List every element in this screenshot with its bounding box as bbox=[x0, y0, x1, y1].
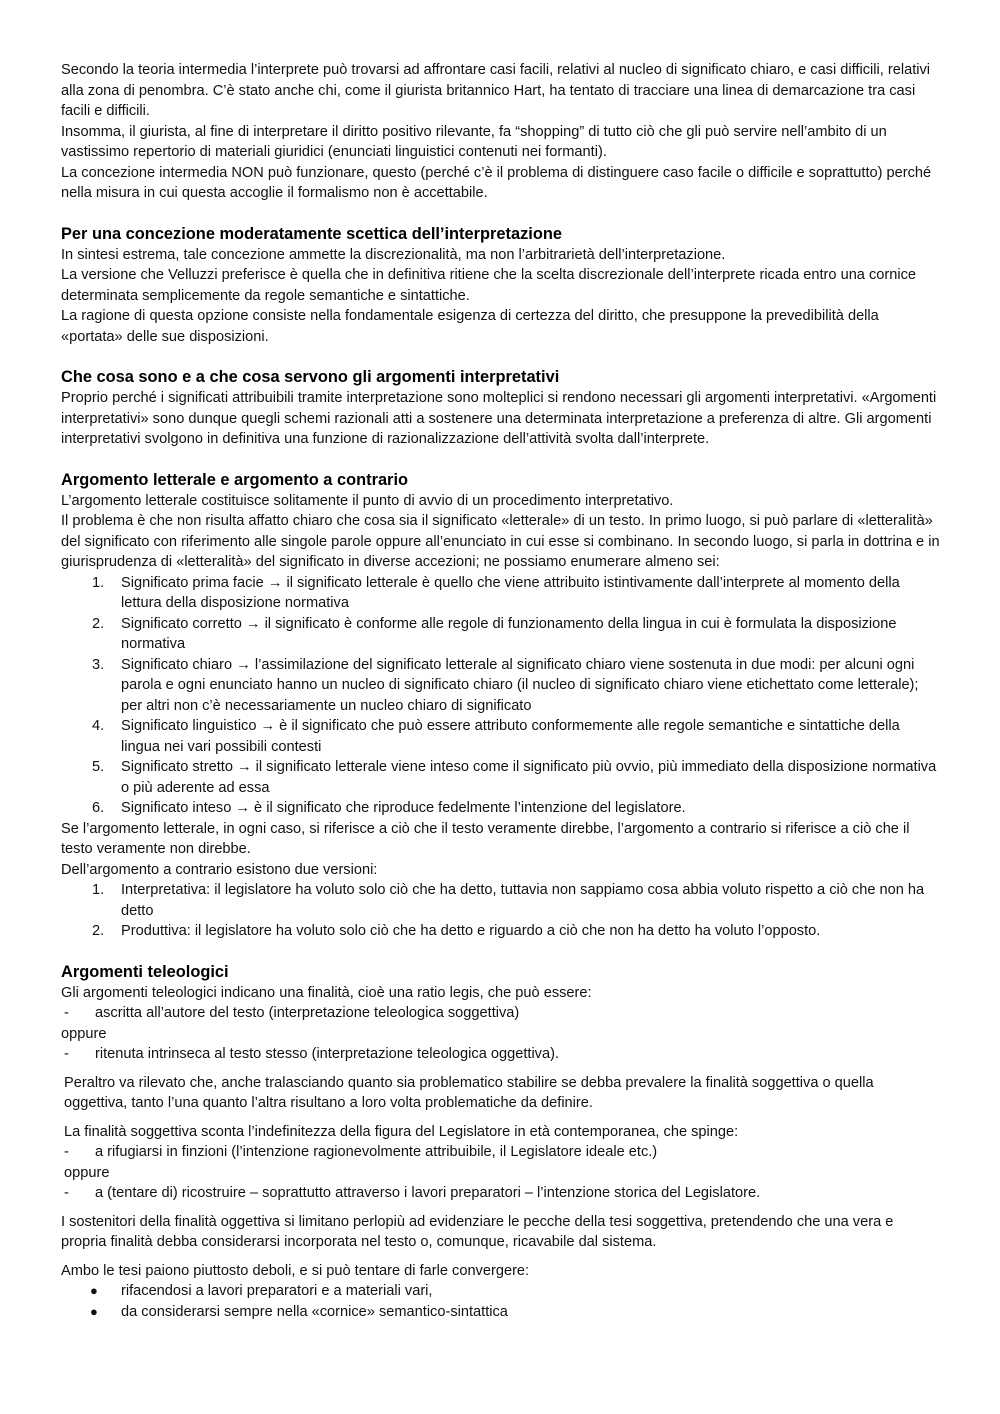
intro-block bbox=[61, 60, 940, 204]
paragraph: In sintesi estrema, tale concezione ammette la discrezionalità, ma non l’arbitrarietà dell’interpretazione. bbox=[61, 246, 726, 263]
section-literal-argument bbox=[61, 470, 940, 942]
list-item: ● da considerarsi sempre nella «cornice» semantico-sintattica bbox=[90, 1303, 508, 1320]
list-item: 6. Significato inteso → è il significato che riproduce fedelmente l’intenzione del legislatore. bbox=[92, 800, 686, 816]
dash-list bbox=[61, 1044, 940, 1065]
paragraph: Secondo la teoria intermedia l’interprete può trovarsi ad affrontare casi facili, relativi al nucleo di significato chiaro, e casi difficili, relativi alla zona di penombra. C’è stato anche chi, come il giurista britannico Hart, ha tentato di tracciare una linea di demarcazione tra casi facili e difficili. bbox=[61, 62, 931, 119]
section-moderate-skeptic bbox=[61, 224, 940, 348]
list-item: 5. Significato stretto → il significato letterale viene inteso come il significato più ovvio, più immediato della disposizione normativa o più aderente ad essa bbox=[92, 759, 937, 796]
meanings-list bbox=[61, 573, 940, 819]
list-item: - ritenuta intrinseca al testo stesso (interpretazione teleologica oggettiva). bbox=[64, 1046, 560, 1062]
list-item: 2. Significato corretto → il significato è conforme alle regole di funzionamento della lingua in cui è formulata la disposizione normativa bbox=[92, 615, 897, 652]
paragraph: Insomma, il giurista, al fine di interpretare il diritto positivo rilevante, fa “shopping” di tutto ciò che gli può servire nell’ambito di un vastissimo repertorio di materiali giuridici (enunciati linguistici contenuti nei formanti). bbox=[61, 123, 887, 160]
section-heading: Argomento letterale e argomento a contrario bbox=[61, 470, 409, 489]
section-heading: Per una concezione moderatamente scettica dell’interpretazione bbox=[61, 224, 562, 243]
list-item: 1. Interpretativa: il legislatore ha voluto solo ciò che ha detto, tuttavia non sappiamo cosa abbia voluto rispetto a ciò che non ha detto bbox=[92, 882, 925, 919]
paragraph: L’argomento letterale costituisce solitamente il punto di avvio di un procedimento interpretativo. bbox=[61, 492, 674, 509]
list-item: - ascritta all’autore del testo (interpretazione teleologica soggettiva) bbox=[64, 1005, 520, 1021]
oppure-label: oppure bbox=[61, 1025, 107, 1042]
section-heading: Che cosa sono e a che cosa servono gli argomenti interpretativi bbox=[61, 368, 560, 386]
dash-list bbox=[61, 1003, 940, 1024]
paragraph: Proprio perché i significati attribuibili tramite interpretazione sono molteplici si rendono necessari gli argomenti interpretativi. «Argomenti interpretativi» sono dunque quegli schemi razionali atti a sostenere una determinata interpretazione a preferenza di altre. Gli argomenti interpretativi svolgono in definitiva una funzione di razionalizzazione dell’attività svolta dall’interprete. bbox=[61, 390, 937, 447]
bullet-list bbox=[61, 1281, 940, 1322]
dash-list bbox=[61, 1183, 940, 1204]
list-item: ● rifacendosi a lavori preparatori e a materiali vari, bbox=[90, 1283, 433, 1299]
list-item: - a (tentare di) ricostruire – soprattutto attraverso i lavori preparatori – l’intenzione storica del Legislatore. bbox=[64, 1185, 761, 1201]
contrario-versions-list bbox=[61, 880, 940, 942]
paragraph: Il problema è che non risulta affatto chiaro che cosa sia il significato «letterale» di un testo. In primo luogo, si può parlare di «letteralità» del significato con riferimento alle singole parole oppure all’enunciato in cui esse si combinano. In secondo luogo, si parla in dottrina e in giurisprudenza di «letteralità» del significato in diverse accezioni; ne possiamo enumerare almeno sei: bbox=[61, 513, 940, 570]
list-item: 1. Significato prima facie → il significato letterale è quello che viene attribuito istintivamente dall’interprete al momento della lettura della disposizione normativa bbox=[92, 574, 900, 611]
section-teleological-arguments bbox=[61, 962, 940, 1323]
paragraph: La concezione intermedia NON può funzionare, questo (perché c’è il problema di distinguere caso facile o difficile e soprattutto) perché nella misura in cui questa accoglie il formalismo non è accettabile. bbox=[61, 164, 932, 201]
paragraph: Gli argomenti teleologici indicano una finalità, cioè una ratio legis, che può essere: bbox=[61, 984, 592, 1001]
section-heading: Argomenti teleologici bbox=[61, 962, 229, 981]
list-item: 4. Significato linguistico → è il significato che può essere attributo conformemente alle regole semantiche e sintattiche della lingua nei vari possibili contesti bbox=[92, 718, 900, 755]
paragraph: Dell’argomento a contrario esistono due versioni: bbox=[61, 861, 378, 878]
paragraph: La ragione di questa opzione consiste nella fondamentale esigenza di certezza del diritto, che presuppone la prevedibilità della «portata» delle sue disposizioni. bbox=[61, 308, 879, 345]
paragraph: La versione che Velluzzi preferisce è quella che in definitiva ritiene che la scelta discrezionale dell’interprete ricada entro una cornice determinata semplicemente da regole semantiche e sintattiche. bbox=[61, 267, 917, 304]
paragraph: Peraltro va rilevato che, anche tralasciando quanto sia problematico stabilire se debba prevalere la finalità soggettiva o quella oggettiva, tanto l’una quanto l’altra risultano a loro volta problematiche da definire. bbox=[64, 1074, 874, 1111]
paragraph: I sostenitori della finalità oggettiva si limitano perlopiù ad evidenziare le pecche della tesi soggettiva, pretendendo che una vera e propria finalità debba considerarsi incorporata nel testo o, comunque, ricavabile dal sistema. bbox=[61, 1213, 894, 1250]
paragraph: La finalità soggettiva sconta l’indefinitezza della figura del Legislatore in età contemporanea, che spinge: bbox=[64, 1123, 739, 1140]
list-item: - a rifugiarsi in finzioni (l’intenzione ragionevolmente attribuibile, il Legislatore ideale etc.) bbox=[64, 1144, 658, 1160]
section-interpretive-arguments bbox=[61, 367, 940, 450]
paragraph: Ambo le tesi paiono piuttosto deboli, e si può tentare di farle convergere: bbox=[61, 1262, 530, 1279]
list-item: 2. Produttiva: il legislatore ha voluto solo ciò che ha detto e riguardo a ciò che non ha detto ha voluto l’opposto. bbox=[92, 923, 821, 939]
dash-list bbox=[61, 1142, 940, 1163]
list-item: 3. Significato chiaro → l’assimilazione del significato letterale al significato chiaro viene sostenuta in due modi: per alcuni ogni parola e ogni enunciato hanno un nucleo di significato chiaro (il nucleo di significato chiaro viene etichettato come letterale); per altri non c’è necessariamente un nucleo chiaro di significato bbox=[92, 656, 919, 714]
oppure-label: oppure bbox=[64, 1164, 110, 1181]
paragraph: Se l’argomento letterale, in ogni caso, si riferisce a ciò che il testo veramente direbbe, l’argomento a contrario si riferisce a ciò che il testo veramente non direbbe. bbox=[61, 820, 910, 857]
